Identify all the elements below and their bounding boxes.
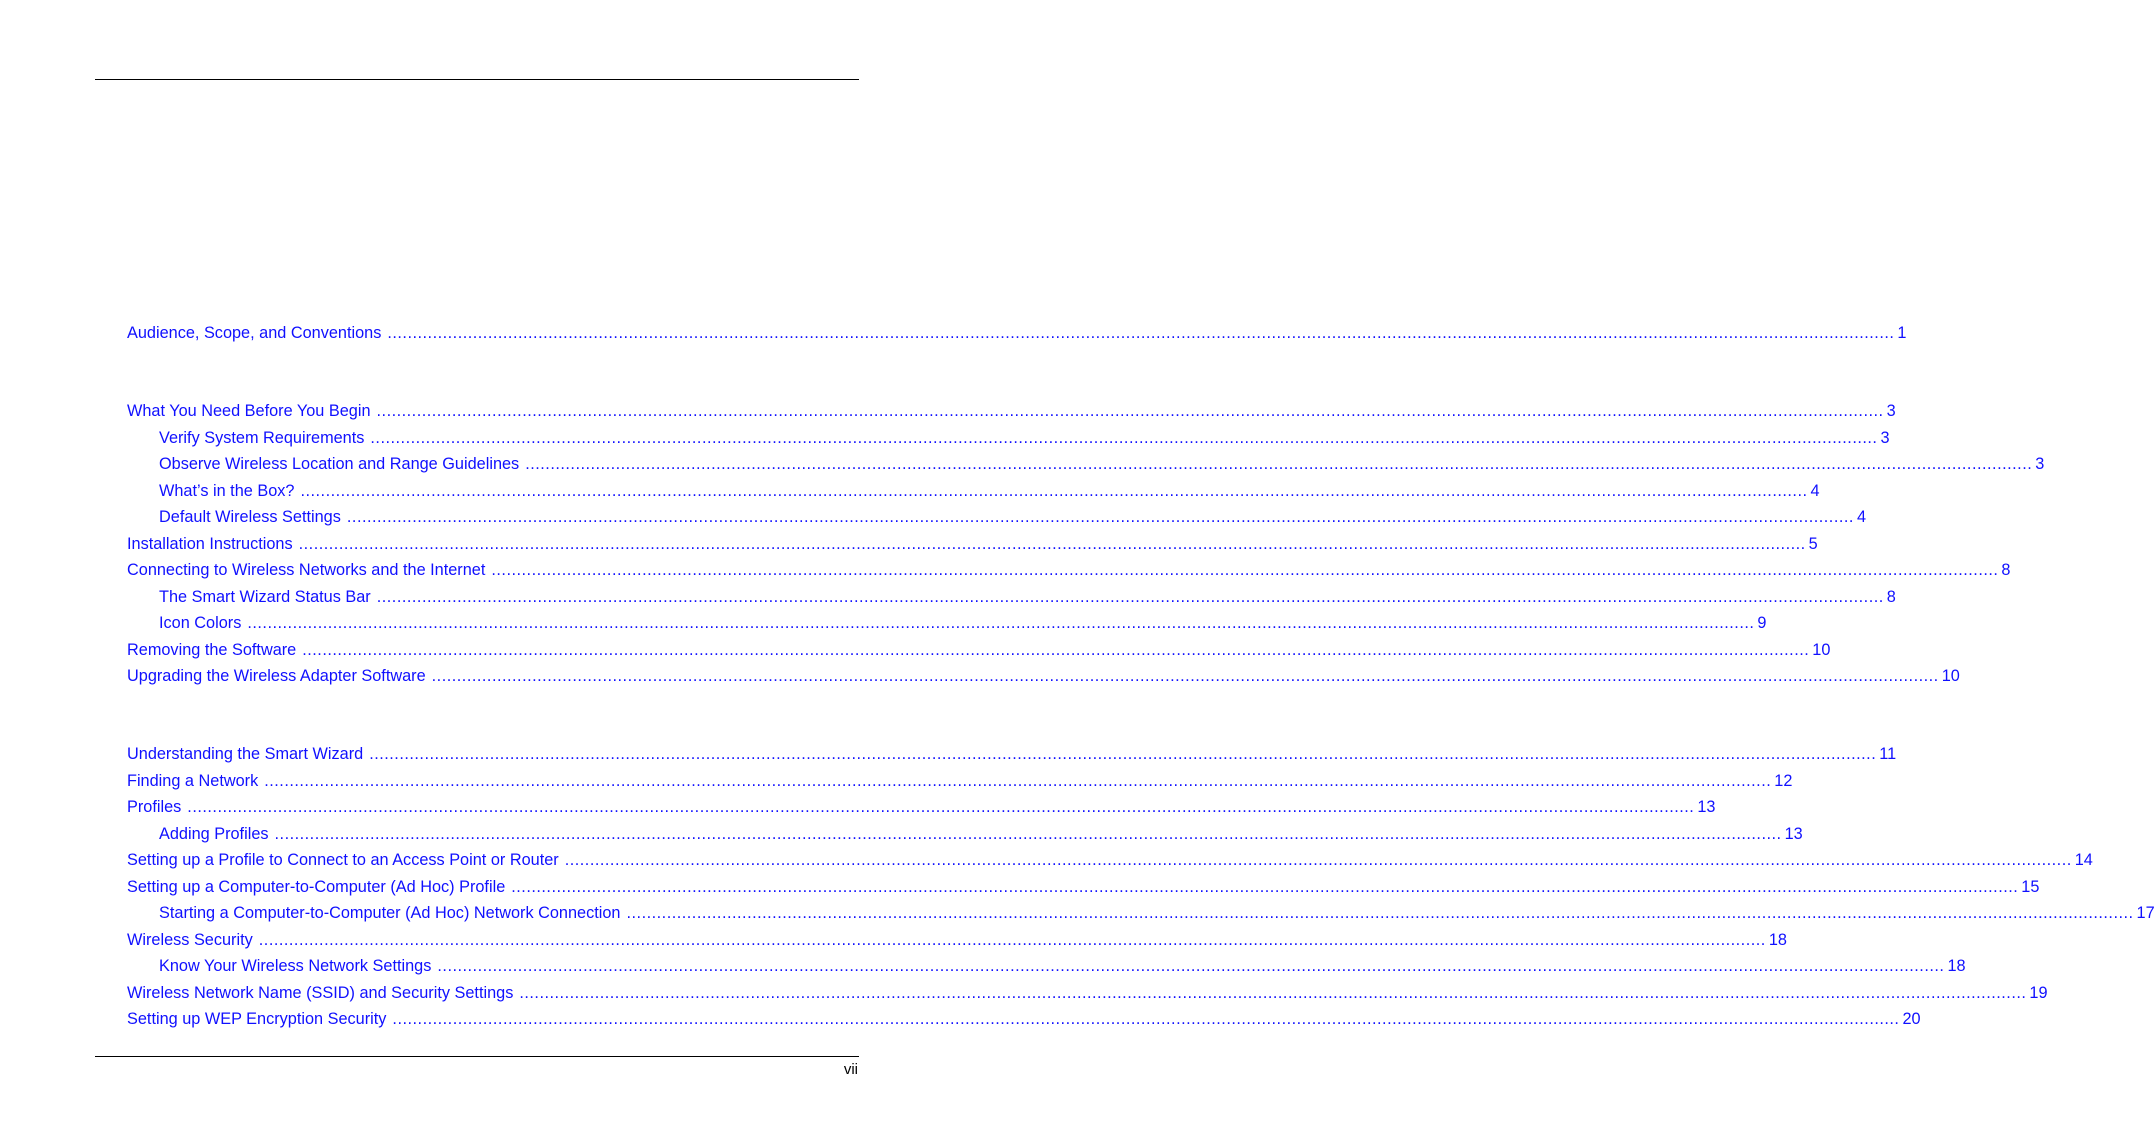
toc-entry-link[interactable] [127, 660, 1960, 686]
toc-dot-leader: ............................................................................................................................................................................................................................................................................................................ [387, 324, 1895, 342]
toc-entry-link[interactable] [127, 977, 2048, 1003]
toc-subentry-link[interactable] [159, 475, 1820, 501]
toc-subentry-link[interactable] [159, 950, 1966, 976]
toc-dot-leader: ............................................................................................................................................................................................................................................................................................................ [519, 984, 2027, 1002]
toc-entry-title: Connecting to Wireless Networks and the Internet [127, 561, 486, 579]
toc-subentry-link[interactable] [159, 897, 2155, 923]
toc-subentry-link[interactable] [159, 607, 1767, 633]
toc-entry-title: Profiles [127, 798, 182, 816]
toc-page-number: 13 [1784, 825, 1803, 843]
toc-entry-link[interactable] [127, 1003, 1921, 1029]
toc-dot-leader: ............................................................................................................................................................................................................................................................................................................ [302, 641, 1810, 659]
toc-page-number: 13 [1697, 798, 1716, 816]
toc-subentry-link[interactable] [159, 422, 1890, 448]
toc-page-number: 3 [2035, 455, 2045, 473]
toc-entry-title: Observe Wireless Location and Range Guidelines [159, 455, 520, 473]
toc-page-number: 18 [1947, 957, 1966, 975]
toc-dot-leader: ............................................................................................................................................................................................................................................................................................................ [392, 1010, 1900, 1028]
toc-subentry-link[interactable] [159, 501, 1866, 527]
toc-entry-title: Wireless Network Name (SSID) and Security Settings [127, 984, 514, 1002]
toc-subentry-link[interactable] [159, 581, 1896, 607]
toc-entry-title: Wireless Security [127, 931, 253, 949]
toc-page-number: 10 [1812, 641, 1831, 659]
toc-entry-title: Setting up a Computer-to-Computer (Ad Hoc) Profile [127, 878, 506, 896]
toc-entry-link[interactable] [127, 738, 1897, 764]
toc-entry-title: Finding a Network [127, 772, 259, 790]
toc-entry-link[interactable] [127, 871, 2040, 897]
toc-entry-title: Know Your Wireless Network Settings [159, 957, 432, 975]
toc-dot-leader: ............................................................................................................................................................................................................................................................................................................ [298, 535, 1806, 553]
toc-entry-link[interactable] [127, 395, 1896, 421]
toc-page-number: 10 [1941, 667, 1960, 685]
toc-entry-link[interactable] [127, 317, 1907, 343]
toc-dot-leader: ............................................................................................................................................................................................................................................................................................................ [370, 429, 1878, 447]
toc-entry-link[interactable] [127, 528, 1818, 554]
toc-entry-title: Default Wireless Settings [159, 508, 341, 526]
toc-page-number: 9 [1757, 614, 1767, 632]
footer-rule [95, 1056, 859, 1057]
toc-dot-leader: ............................................................................................................................................................................................................................................................................................................ [247, 614, 1755, 632]
toc-entry-title: Adding Profiles [159, 825, 269, 843]
toc-page-number: 12 [1774, 772, 1793, 790]
toc-entry-title: Setting up WEP Encryption Security [127, 1010, 387, 1028]
toc-page-number: 8 [2001, 561, 2011, 579]
toc-page-number: 3 [1880, 429, 1890, 447]
toc-entry-title: Setting up a Profile to Connect to an Access Point or Router [127, 851, 559, 869]
toc-page-number: 11 [1879, 745, 1897, 763]
toc-entry-link[interactable] [127, 924, 1787, 950]
toc-dot-leader: ............................................................................................................................................................................................................................................................................................................ [511, 878, 2019, 896]
toc-page-number: 3 [1886, 402, 1896, 420]
toc-entry-link[interactable] [127, 765, 1793, 791]
toc-dot-leader: ............................................................................................................................................................................................................................................................................................................ [187, 798, 1695, 816]
toc-page-number: 18 [1768, 931, 1787, 949]
toc-page-number: 8 [1886, 588, 1896, 606]
toc-entry-title: Audience, Scope, and Conventions [127, 324, 382, 342]
toc-subentry-link[interactable] [159, 448, 2045, 474]
page-number: vii [843, 1061, 858, 1078]
toc-entry-link[interactable] [127, 554, 2011, 580]
toc-entry-title: Verify System Requirements [159, 429, 365, 447]
toc-entry-link[interactable] [127, 634, 1831, 660]
toc-page-number: 5 [1808, 535, 1818, 553]
toc-entry-title: Installation Instructions [127, 535, 293, 553]
toc-page-number: 20 [1902, 1010, 1921, 1028]
toc-entry-title: Icon Colors [159, 614, 242, 632]
toc-dot-leader: ............................................................................................................................................................................................................................................................................................................ [431, 667, 1939, 685]
toc-dot-leader: ............................................................................................................................................................................................................................................................................................................ [264, 772, 1772, 790]
toc-entry-link[interactable] [127, 844, 2093, 870]
toc-page-number: 1 [1897, 324, 1907, 342]
toc-dot-leader: ............................................................................................................................................................................................................................................................................................................ [437, 957, 1945, 975]
toc-entry-title: What’s in the Box? [159, 482, 295, 500]
toc-page-number: 4 [1856, 508, 1866, 526]
toc-page-number: 14 [2074, 851, 2093, 869]
toc-page-number: 4 [1810, 482, 1820, 500]
toc-dot-leader: ............................................................................................................................................................................................................................................................................................................ [376, 402, 1884, 420]
toc-dot-leader: ............................................................................................................................................................................................................................................................................................................ [300, 482, 1808, 500]
toc-entry-title: Understanding the Smart Wizard [127, 745, 364, 763]
toc-dot-leader: ............................................................................................................................................................................................................................................................................................................ [369, 745, 1877, 763]
toc-dot-leader: ............................................................................................................................................................................................................................................................................................................ [274, 825, 1782, 843]
toc-page-number: 17 [2136, 904, 2155, 922]
toc-entry-title: Upgrading the Wireless Adapter Software [127, 667, 426, 685]
toc-dot-leader: ............................................................................................................................................................................................................................................................................................................ [525, 455, 2033, 473]
toc-dot-leader: ............................................................................................................................................................................................................................................................................................................ [258, 931, 1766, 949]
toc-entry-title: Removing the Software [127, 641, 297, 659]
toc-entry-title: The Smart Wizard Status Bar [159, 588, 371, 606]
toc-dot-leader: ............................................................................................................................................................................................................................................................................................................ [491, 561, 1999, 579]
toc-dot-leader: ............................................................................................................................................................................................................................................................................................................ [564, 851, 2072, 869]
toc-dot-leader: ............................................................................................................................................................................................................................................................................................................ [626, 904, 2134, 922]
toc-page-number: 19 [2029, 984, 2048, 1002]
toc-dot-leader: ............................................................................................................................................................................................................................................................................................................ [376, 588, 1884, 606]
toc-dot-leader: ............................................................................................................................................................................................................................................................................................................ [346, 508, 1854, 526]
toc-page-number: 15 [2021, 878, 2040, 896]
toc-entry-title: What You Need Before You Begin [127, 402, 371, 420]
toc-entry-title: Starting a Computer-to-Computer (Ad Hoc) Network Connection [159, 904, 621, 922]
toc-entry-link[interactable] [127, 791, 1716, 817]
header-rule [95, 79, 859, 80]
toc-subentry-link[interactable] [159, 818, 1803, 844]
